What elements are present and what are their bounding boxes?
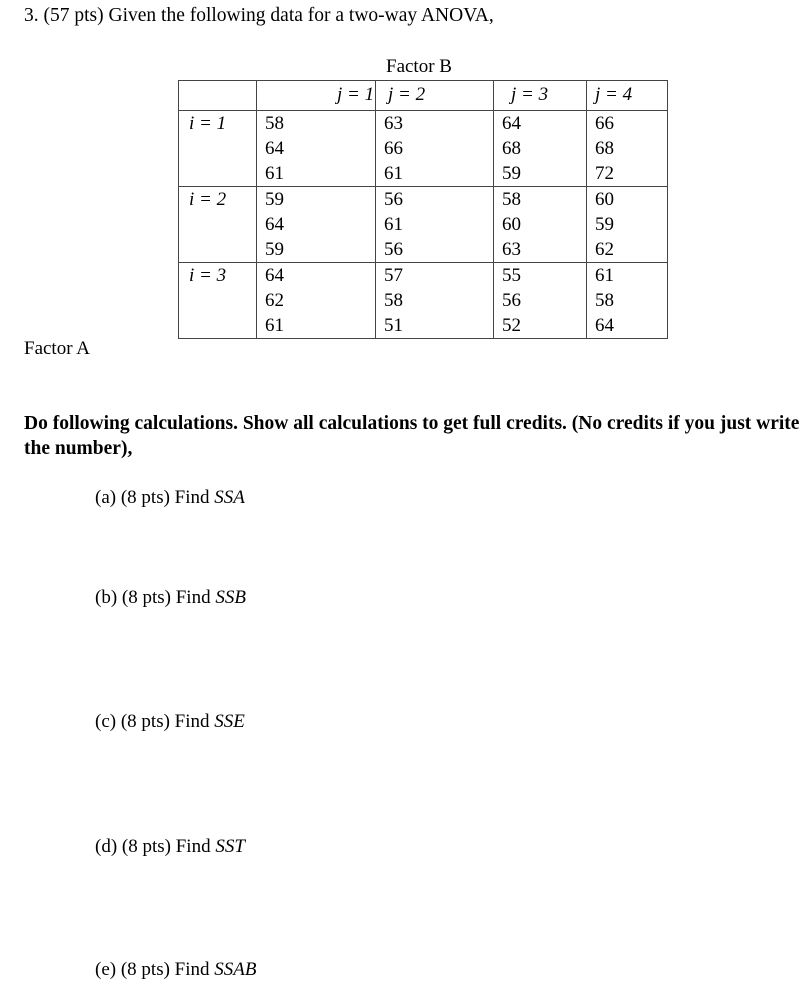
cell-value: 58 <box>384 290 403 311</box>
part-c <box>95 711 245 733</box>
part-d-symbol: SST <box>215 836 245 857</box>
cell-i1-j3 <box>494 111 587 187</box>
cell-value: 59 <box>265 189 284 210</box>
column-header-j1: j = 1 <box>257 81 376 111</box>
cell-value: 55 <box>502 265 521 286</box>
cell-value: 64 <box>265 214 284 235</box>
anova-data-table <box>178 80 668 339</box>
cell-value: 64 <box>502 113 521 134</box>
cell-value: 64 <box>595 315 614 336</box>
cell-value: 60 <box>502 214 521 235</box>
cell-i2-j1 <box>257 187 376 263</box>
cell-value: 61 <box>265 315 284 336</box>
cell-i1-j1 <box>257 111 376 187</box>
part-a-symbol: SSA <box>214 487 245 508</box>
cell-i3-j4 <box>587 263 668 339</box>
part-c-symbol: SSE <box>214 711 245 732</box>
row-label-i2: i = 2 <box>179 187 257 263</box>
cell-value: 61 <box>265 163 284 184</box>
cell-value: 59 <box>595 214 614 235</box>
cell-i2-j3 <box>494 187 587 263</box>
cell-i1-j2 <box>376 111 494 187</box>
part-b-symbol: SSB <box>215 587 246 608</box>
cell-i3-j1 <box>257 263 376 339</box>
column-header-j2: j = 2 <box>376 81 494 111</box>
table-corner-cell <box>179 81 257 111</box>
cell-value: 66 <box>384 138 403 159</box>
cell-value: 56 <box>384 189 403 210</box>
part-a-prefix: (a) (8 pts) Find <box>95 487 215 508</box>
cell-value: 52 <box>502 315 521 336</box>
cell-value: 60 <box>595 189 614 210</box>
table-row-i1 <box>179 111 668 187</box>
problem-title: 3. (57 pts) Given the following data for a two-way ANOVA, <box>24 5 494 26</box>
cell-value: 64 <box>265 265 284 286</box>
part-b-prefix: (b) (8 pts) Find <box>95 587 216 608</box>
cell-value: 62 <box>595 239 614 260</box>
column-header-j4: j = 4 <box>587 81 668 111</box>
table-header-row <box>179 81 668 111</box>
cell-value: 61 <box>595 265 614 286</box>
row-label-i1: i = 1 <box>179 111 257 187</box>
part-e-symbol: SSAB <box>214 959 257 980</box>
instructions-text: Do following calculations. Show all calculations to get full credits. (No credits if you just write the number), <box>24 413 800 459</box>
cell-value: 58 <box>265 113 284 134</box>
cell-value: 63 <box>384 113 403 134</box>
cell-value: 68 <box>502 138 521 159</box>
cell-value: 56 <box>384 239 403 260</box>
cell-value: 59 <box>502 163 521 184</box>
cell-value: 59 <box>265 239 284 260</box>
cell-value: 61 <box>384 214 403 235</box>
cell-value: 51 <box>384 315 403 336</box>
cell-value: 58 <box>595 290 614 311</box>
cell-value: 63 <box>502 239 521 260</box>
factor-b-label: Factor B <box>386 56 452 77</box>
cell-value: 56 <box>502 290 521 311</box>
cell-value: 61 <box>384 163 403 184</box>
part-c-prefix: (c) (8 pts) Find <box>95 711 215 732</box>
cell-value: 68 <box>595 138 614 159</box>
cell-i1-j4 <box>587 111 668 187</box>
cell-value: 58 <box>502 189 521 210</box>
cell-i2-j4 <box>587 187 668 263</box>
part-e <box>95 959 256 981</box>
cell-i3-j3 <box>494 263 587 339</box>
part-a <box>95 487 245 509</box>
cell-value: 72 <box>595 163 614 184</box>
part-b <box>95 587 246 609</box>
part-d <box>95 836 245 858</box>
row-label-i3: i = 3 <box>179 263 257 339</box>
table-row-i3 <box>179 263 668 339</box>
cell-value: 62 <box>265 290 284 311</box>
part-e-prefix: (e) (8 pts) Find <box>95 959 215 980</box>
table-row-i2 <box>179 187 668 263</box>
cell-i3-j2 <box>376 263 494 339</box>
column-header-j3: j = 3 <box>494 81 587 111</box>
cell-value: 57 <box>384 265 403 286</box>
factor-a-label: Factor A <box>24 338 90 359</box>
cell-i2-j2 <box>376 187 494 263</box>
part-d-prefix: (d) (8 pts) Find <box>95 836 216 857</box>
cell-value: 66 <box>595 113 614 134</box>
cell-value: 64 <box>265 138 284 159</box>
